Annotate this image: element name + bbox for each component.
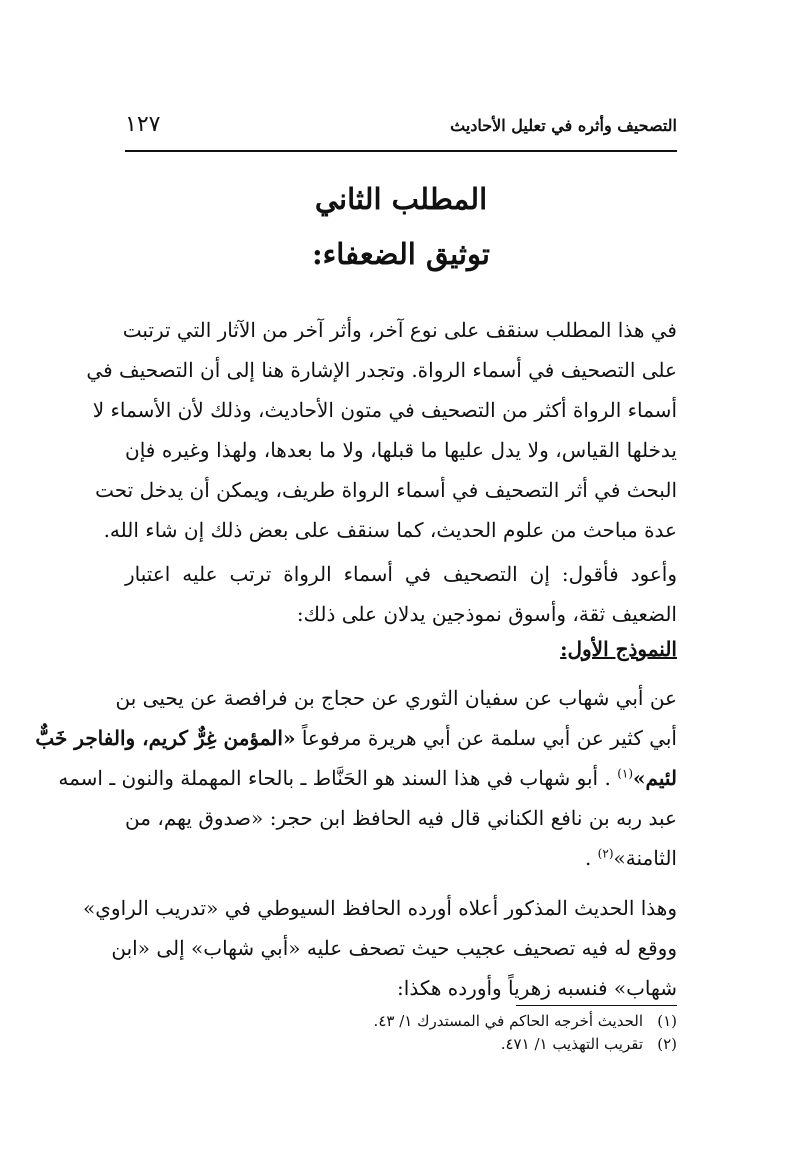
text-line: في هذا المطلب سنقف على نوع آخر، وأثر آخر من الآثار التي ترتبت — [122, 318, 677, 342]
isnad-text: أبي كثير عن أبي سلمة عن أبي هريرة مرفوعاً — [301, 726, 677, 750]
text-line: وهذا الحديث المذكور أعلاه أورده الحافظ السيوطي في «تدريب الراوي» — [83, 896, 677, 920]
text-line: عن أبي شهاب عن سفيان الثوري عن حجاج بن فرافصة عن يحيى بن — [115, 686, 677, 710]
narrator-note: . أبو شهاب في هذا السند هو الحَنَّاط ـ بالحاء المهملة والنون ـ اسمه — [58, 766, 611, 790]
period: . — [584, 846, 592, 870]
page-number: ١٢٧ — [125, 112, 161, 137]
footnote-rule — [516, 1005, 677, 1006]
text-line: شهاب» فنسبه زهرياً وأورده هكذا: — [397, 976, 677, 1000]
footnote-text: الحديث أخرجه الحاكم في المستدرك ١/ ٤٣. — [373, 1012, 643, 1030]
text-line — [35, 718, 677, 758]
text-line: عبد ربه بن نافع الكناني قال فيه الحافظ ابن حجر: «صدوق يهم، من — [125, 806, 677, 830]
text-line: أسماء الرواة أكثر من التصحيف في متون الأحاديث، وذلك لأن الأسماء لا — [92, 398, 677, 422]
section-title: المطلب الثاني — [314, 182, 488, 216]
text-line: عدة مباحث من علوم الحديث، كما سنقف على بعض ذلك إن شاء الله. — [103, 518, 677, 542]
footnote — [125, 1010, 677, 1033]
text-line: الضعيف ثقة، وأسوق نموذجين يدلان على ذلك: — [296, 602, 677, 626]
paragraph-4 — [83, 888, 677, 1008]
model-heading: النموذج الأول: — [560, 637, 677, 661]
text-line: على التصحيف في أسماء الرواة. وتجدر الإشارة هنا إلى أن التصحيف في — [86, 358, 677, 382]
text-line — [125, 838, 677, 878]
footnote-number: (٢) — [657, 1035, 677, 1053]
paragraph-1 — [86, 310, 677, 550]
text-line: يدخلها القياس، ولا يدل عليها ما قبلها، ولا ما بعدها، ولهذا وغيره فإن — [125, 438, 677, 462]
running-header — [125, 112, 677, 142]
hadith-text-end: لئيم» — [633, 766, 677, 790]
text-line — [58, 758, 677, 798]
footnote-text: تقريب التهذيب ١/ ٤٧١. — [500, 1035, 643, 1053]
paragraph-2 — [125, 554, 677, 634]
footnote — [125, 1033, 677, 1056]
text-line: البحث في أثر التصحيف في أسماء الرواة طريف، ويمكن أن يدخل تحت — [95, 478, 677, 502]
hadith-text: «المؤمن غِرٌّ كريم، والفاجر خَبٌّ — [35, 726, 296, 750]
quote-end: الثامنة» — [613, 846, 677, 870]
header-rule — [125, 150, 677, 152]
section-subtitle: توثيق الضعفاء: — [311, 237, 491, 271]
footnote-number: (١) — [657, 1012, 677, 1030]
text-line: ووقع له فيه تصحيف عجيب حيث تصحف عليه «أبي شهاب» إلى «ابن — [111, 936, 677, 960]
book-title: التصحيف وأثره في تعليل الأحاديث — [450, 116, 677, 135]
text-line: وأعود فأقول: إن التصحيف في أسماء الرواة ترتب عليه اعتبار — [125, 562, 677, 586]
paragraph-3 — [35, 678, 677, 878]
footnote-ref[interactable]: (١) — [617, 766, 634, 781]
footnotes — [125, 1010, 677, 1056]
footnote-ref[interactable]: (٢) — [597, 846, 614, 861]
